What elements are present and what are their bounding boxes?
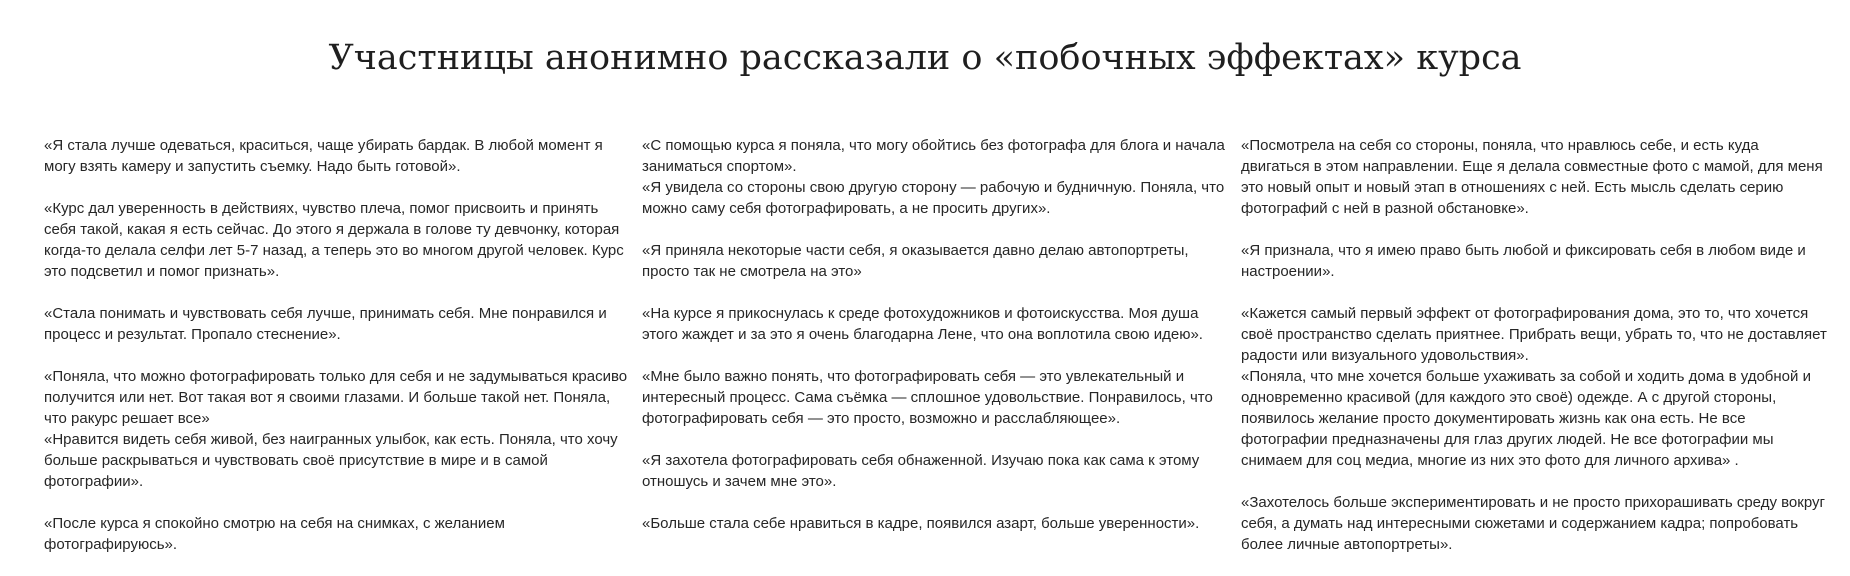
testimonial-column-1 bbox=[44, 135, 634, 576]
testimonial-column-3 bbox=[1241, 135, 1831, 576]
testimonial-column-2 bbox=[642, 135, 1232, 555]
testimonial-quote: «Больше стала себе нравиться в кадре, появился азарт, больше уверенности». bbox=[642, 515, 1200, 532]
testimonial-quote: «Поняла, что мне хочется больше ухаживать за собой и ходить дома в удобной и одновременно красивой (для каждого это своё) одежде. А с другой стороны, появилось желание просто документировать жизнь как она есть. Не все фотографии предназначены для глаз других людей. Не все фотографии мы снимаем для соц медиа, многие из них это фото для личного архива» . bbox=[1241, 368, 1811, 469]
testimonial-quote: «После курса я спокойно смотрю на себя на снимках, с желанием фотографируюсь». bbox=[44, 515, 505, 553]
testimonial-quote: «Я стала лучше одеваться, краситься, чаще убирать бардак. В любой момент я могу взять камеру и запустить съемку. Надо быть готовой». bbox=[44, 137, 603, 175]
testimonial-quote: «Стала понимать и чувствовать себя лучше, принимать себя. Мне понравился и процесс и результат. Пропало стеснение». bbox=[44, 305, 607, 343]
testimonial-quote: «Мне было важно понять, что фотографировать себя — это увлекательный и интересный процесс. Сама съёмка — сплошное удовольствие. Понравилось, что фотографировать себя — это просто, возможно и расслабляющее». bbox=[642, 368, 1213, 427]
testimonial-quote: «Я приняла некоторые части себя, я оказывается давно делаю автопортреты, просто так не смотрела на это» bbox=[642, 242, 1189, 280]
testimonial-quote: «Кажется самый первый эффект от фотографирования дома, это то, что хочется своё пространство сделать приятнее. Прибрать вещи, убрать то, что не доставляет радости или визуального удовольствия». bbox=[1241, 305, 1827, 364]
testimonial-quote: «Нравится видеть себя живой, без наигранных улыбок, как есть. Поняла, что хочу больше раскрываться и чувствовать своё присутствие в мире и в самой фотографии». bbox=[44, 431, 618, 490]
testimonial-quote: «Захотелось больше экспериментировать и не просто прихорашивать среду вокруг себя, а думать над интересными сюжетами и содержанием кадра; попробовать более личные автопортреты». bbox=[1241, 494, 1825, 553]
testimonial-quote: «Я захотела фотографировать себя обнаженной. Изучаю пока как сама к этому отношусь и зачем мне это». bbox=[642, 452, 1200, 490]
testimonial-quote: «С помощью курса я поняла, что могу обойтись без фотографа для блога и начала заниматься спортом». bbox=[642, 137, 1225, 175]
testimonial-quote: «Я признала, что я имею право быть любой и фиксировать себя в любом виде и настроении». bbox=[1241, 242, 1806, 280]
testimonial-quote: «На курсе я прикоснулась к среде фотохудожников и фотоискусства. Моя душа этого жаждет и за это я очень благодарна Лене, что она воплотила свою идею». bbox=[642, 305, 1203, 343]
testimonial-quote: «Я увидела со стороны свою другую сторону — рабочую и будничную. Поняла, что можно саму себя фотографировать, а не просить других». bbox=[642, 179, 1225, 217]
page-title: Участницы анонимно рассказали о «побочных эффектах» курса bbox=[328, 38, 1522, 78]
testimonial-quote: «Курс дал уверенность в действиях, чувство плеча, помог присвоить и принять себя такой, какая я есть сейчас. До этого я держала в голове ту девчонку, которая когда-то делала селфи лет 5-7 назад, а теперь это во многом другой человек. Курс это подсветил и помог признать». bbox=[44, 200, 624, 280]
testimonial-quote: «Поняла, что можно фотографировать только для себя и не задумываться красиво получится или нет. Вот такая вот я своими глазами. И больше такой нет. Поняла, что ракурс решает все» bbox=[44, 368, 628, 427]
testimonial-quote: «Посмотрела на себя со стороны, поняла, что нравлюсь себе, и есть куда двигаться в этом направлении. Еще я делала совместные фото с мамой, для меня это новый опыт и новый этап в отношениях с ней. Есть мысль сделать серию фотографий с ней в разной обстановке». bbox=[1241, 137, 1823, 217]
